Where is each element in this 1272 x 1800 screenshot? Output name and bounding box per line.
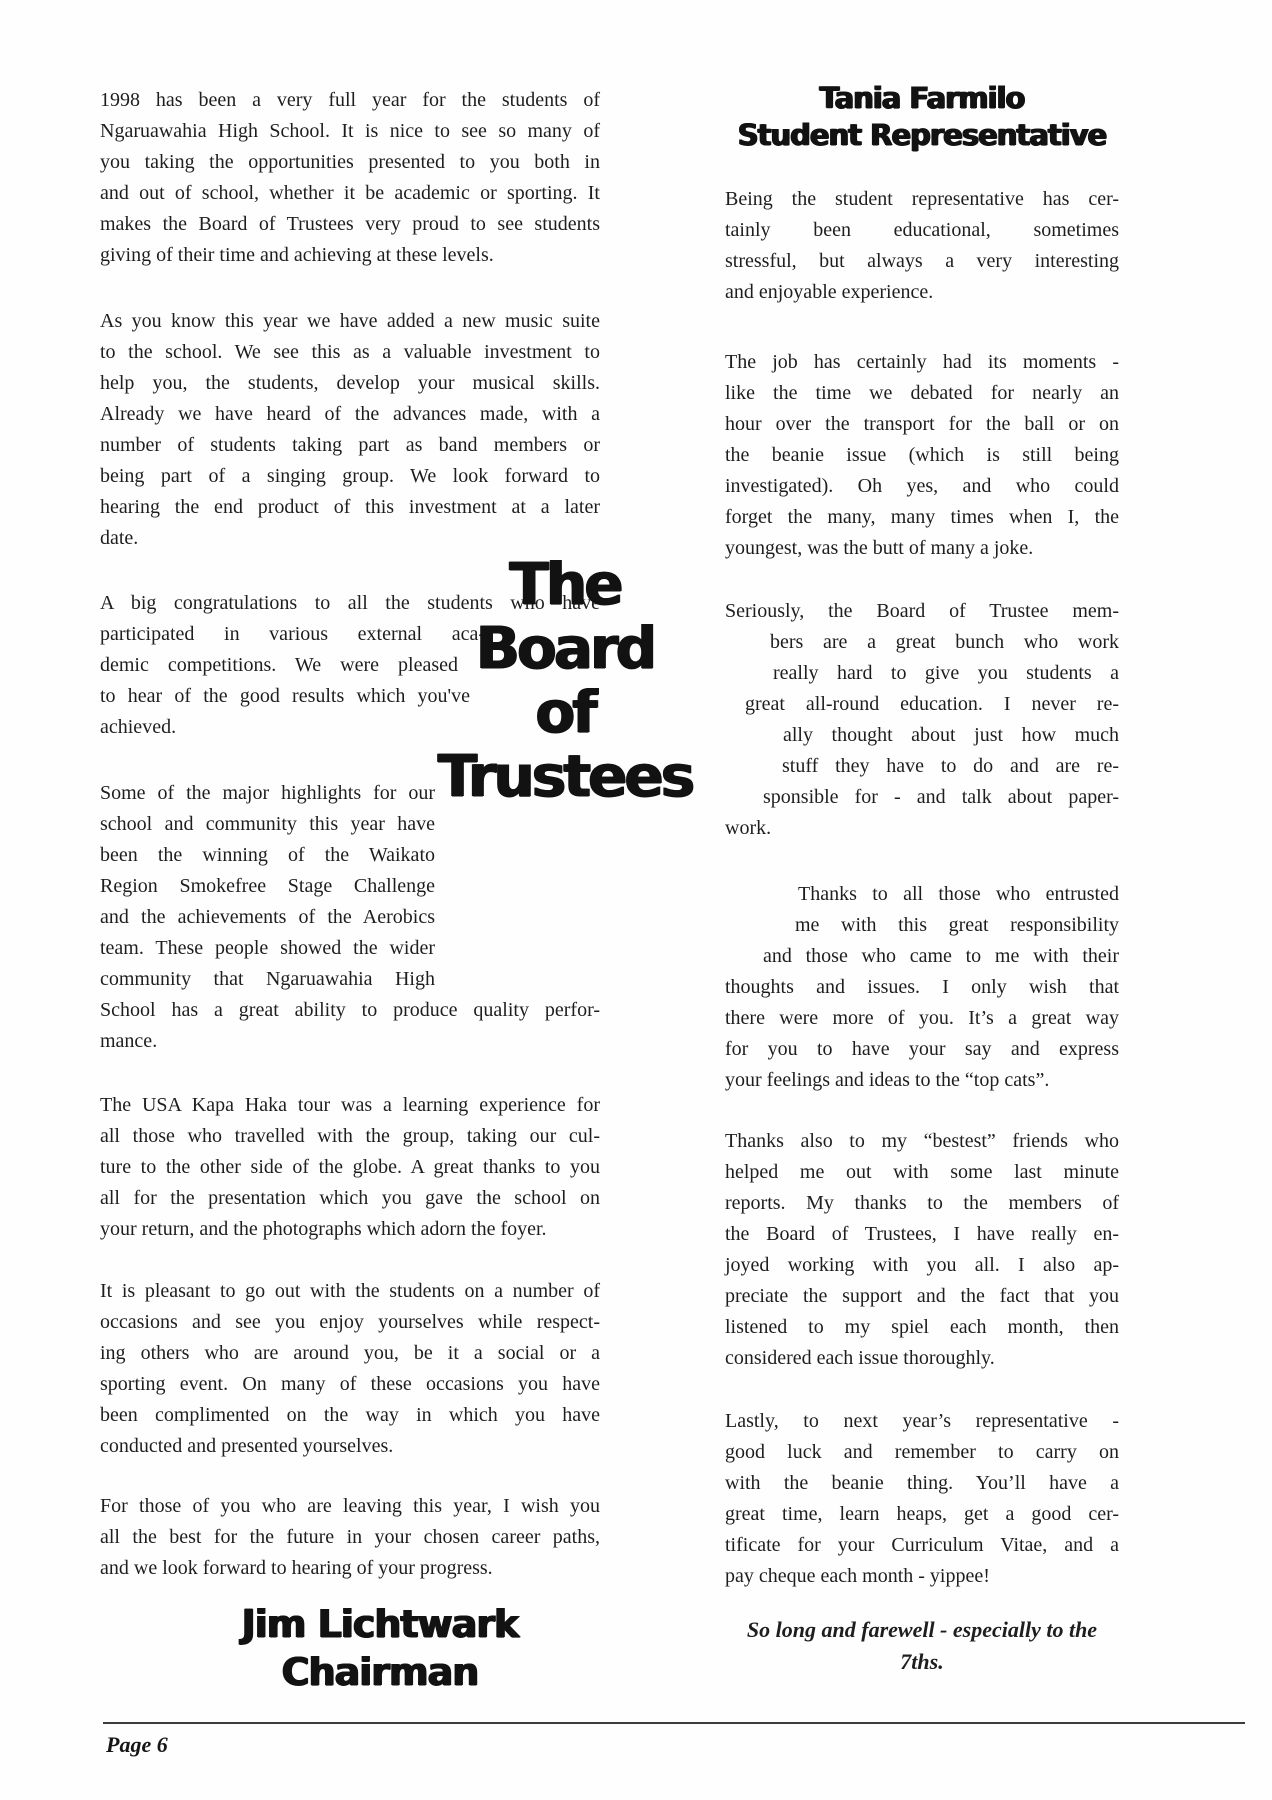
text-line: for you to have your say and express xyxy=(725,1038,1119,1060)
text-line: Student Representative xyxy=(737,118,1107,152)
text-line: demic competitions. We were pleased xyxy=(100,654,458,676)
text-line: ing others who are around you, be it a social or a xyxy=(100,1342,600,1364)
text-line: stressful, but always a very interesting xyxy=(725,250,1119,272)
text-line: Seriously, the Board of Trustee mem- xyxy=(725,600,1119,622)
text-line: community that Ngaruawahia High xyxy=(100,968,435,990)
text-line: been complimented on the way in which you have xyxy=(100,1404,600,1426)
text-line: number of students taking part as band members or xyxy=(100,434,600,456)
text-line: investigated). Oh yes, and who could xyxy=(725,475,1119,497)
paragraph-board-members xyxy=(725,596,1119,844)
paragraph-being-representative xyxy=(725,184,1119,308)
text-line: Trustees xyxy=(437,742,693,810)
paragraph-music-suite xyxy=(100,306,600,554)
text-line: 7ths. xyxy=(900,1649,944,1674)
text-line: Thanks also to my “bestest” friends who xyxy=(725,1130,1119,1152)
paragraph-thanks-friends xyxy=(725,1126,1119,1374)
text-line: helped me out with some last minute xyxy=(725,1161,1119,1183)
chairman-signature xyxy=(130,1600,630,1696)
text-line: preciate the support and the fact that you xyxy=(725,1285,1119,1307)
text-line: and out of school, whether it be academic or sporting. It xyxy=(100,182,600,204)
text-line: considered each issue thoroughly. xyxy=(725,1347,995,1369)
text-line: The USA Kapa Haka tour was a learning experience for xyxy=(100,1094,600,1116)
text-line: and those who came to me with their xyxy=(763,945,1119,967)
text-line: hour over the transport for the ball or on xyxy=(725,413,1119,435)
text-line: your return, and the photographs which adorn the foyer. xyxy=(100,1218,547,1240)
text-line: hearing the end product of this investment at a later xyxy=(100,496,600,518)
paragraph-thanks-entrusted xyxy=(725,879,1119,1096)
text-line: giving of their time and achieving at these levels. xyxy=(100,244,494,266)
text-line: thoughts and issues. I only wish that xyxy=(725,976,1119,998)
text-line: As you know this year we have added a new music suite xyxy=(100,310,600,332)
text-line: Jim Lichtwark xyxy=(241,1602,519,1646)
text-line: Ngaruawahia High School. It is nice to see so many of xyxy=(100,120,600,142)
paragraph-student-conduct xyxy=(100,1276,600,1462)
text-line: 1998 has been a very full year for the students of xyxy=(100,89,600,111)
text-line: bers are a great bunch who work xyxy=(770,631,1119,653)
text-line: conducted and presented yourselves. xyxy=(100,1435,394,1457)
text-line: there were more of you. It’s a great way xyxy=(725,1007,1119,1029)
student-representative-heading xyxy=(715,80,1129,154)
text-line: me with this great responsibility xyxy=(795,914,1119,936)
text-line: Already we have heard of the advances made, with a xyxy=(100,403,600,425)
text-line: stuff they have to do and are re- xyxy=(782,755,1119,777)
text-line: tificate for your Curriculum Vitae, and a xyxy=(725,1534,1119,1556)
paragraph-job-moments xyxy=(725,347,1119,564)
text-line: makes the Board of Trustees very proud to see students xyxy=(100,213,600,235)
text-line: forget the many, many times when I, the xyxy=(725,506,1119,528)
text-line: It is pleasant to go out with the students on a number of xyxy=(100,1280,600,1302)
text-line: being part of a singing group. We look forward to xyxy=(100,465,600,487)
text-line: sponsible for - and talk about paper- xyxy=(763,786,1119,808)
text-line: For those of you who are leaving this year, I wish you xyxy=(100,1495,600,1517)
text-line: all those who travelled with the group, taking our cul- xyxy=(100,1125,600,1147)
text-line: of xyxy=(535,678,595,746)
text-line: your feelings and ideas to the “top cats”. xyxy=(725,1069,1050,1091)
text-line: team. These people showed the wider xyxy=(100,937,435,959)
page-number: Page 6 xyxy=(106,1732,168,1757)
paragraph-year-review xyxy=(100,85,600,271)
text-line: and enjoyable experience. xyxy=(725,281,934,303)
text-line: with the beanie thing. You’ll have a xyxy=(725,1472,1119,1494)
text-line: joyed working with you all. I also ap- xyxy=(725,1254,1119,1276)
text-line: Some of the major highlights for our xyxy=(100,782,435,804)
paragraph-highlights xyxy=(100,778,600,1057)
text-line: occasions and see you enjoy yourselves while respect- xyxy=(100,1311,600,1333)
board-of-trustees-art-title xyxy=(415,552,715,808)
text-line: Being the student representative has cer- xyxy=(725,188,1119,210)
text-line: been the winning of the Waikato xyxy=(100,844,435,866)
text-line: listened to my spiel each month, then xyxy=(725,1316,1119,1338)
text-line: youngest, was the butt of many a joke. xyxy=(725,537,1034,559)
text-line: Thanks to all those who entrusted xyxy=(798,883,1119,905)
text-line: So long and farewell - especially to the xyxy=(746,1617,1098,1642)
text-line: all for the presentation which you gave the school on xyxy=(100,1187,600,1209)
text-line: great time, learn heaps, get a good cer- xyxy=(725,1503,1119,1525)
text-line: Chairman xyxy=(281,1650,479,1694)
footer-divider xyxy=(103,1722,1245,1724)
text-line: Region Smokefree Stage Challenge xyxy=(100,875,435,897)
text-line: ally thought about just how much xyxy=(783,724,1119,746)
text-line: and the achievements of the Aerobics xyxy=(100,906,435,928)
text-line: help you, the students, develop your musical skills. xyxy=(100,372,600,394)
farewell-note xyxy=(725,1614,1119,1678)
text-line: mance. xyxy=(100,1030,158,1052)
text-line: The job has certainly had its moments - xyxy=(725,351,1119,373)
paragraph-farewell-leavers xyxy=(100,1491,600,1584)
text-line: to hear of the good results which you've xyxy=(100,685,470,707)
text-line: school and community this year have xyxy=(100,813,435,835)
text-line: work. xyxy=(725,817,772,839)
text-line: like the time we debated for nearly an xyxy=(725,382,1119,404)
text-line: Tania Farmilo xyxy=(819,81,1025,115)
text-line: participated in various external aca- xyxy=(100,623,485,645)
text-line: reports. My thanks to the members of xyxy=(725,1192,1119,1214)
text-line: you taking the opportunities presented to you both in xyxy=(100,151,600,173)
text-line: Board xyxy=(475,614,655,682)
text-line: School has a great ability to produce quality perfor- xyxy=(100,999,600,1021)
paragraph-next-year-advice xyxy=(725,1406,1119,1592)
text-line: Lastly, to next year’s representative - xyxy=(725,1410,1119,1432)
text-line: A big congratulations to all the students who have xyxy=(100,592,600,614)
text-line: great all-round education. I never re- xyxy=(745,693,1119,715)
text-line: pay cheque each month - yippee! xyxy=(725,1565,990,1587)
text-line: to the school. We see this as a valuable investment to xyxy=(100,341,600,363)
text-line: all the best for the future in your chosen career paths, xyxy=(100,1526,600,1548)
text-line: good luck and remember to carry on xyxy=(725,1441,1119,1463)
text-line: The xyxy=(509,550,621,618)
text-line: sporting event. On many of these occasions you have xyxy=(100,1373,600,1395)
paragraph-kapa-haka-tour xyxy=(100,1090,600,1245)
text-line: tainly been educational, sometimes xyxy=(725,219,1119,241)
text-line: the Board of Trustees, I have really en- xyxy=(725,1223,1119,1245)
text-line: the beanie issue (which is still being xyxy=(725,444,1119,466)
text-line: really hard to give you students a xyxy=(773,662,1119,684)
text-line: ture to the other side of the globe. A great thanks to you xyxy=(100,1156,600,1178)
text-line: achieved. xyxy=(100,716,177,738)
text-line: date. xyxy=(100,527,139,549)
text-line: and we look forward to hearing of your progress. xyxy=(100,1557,493,1579)
